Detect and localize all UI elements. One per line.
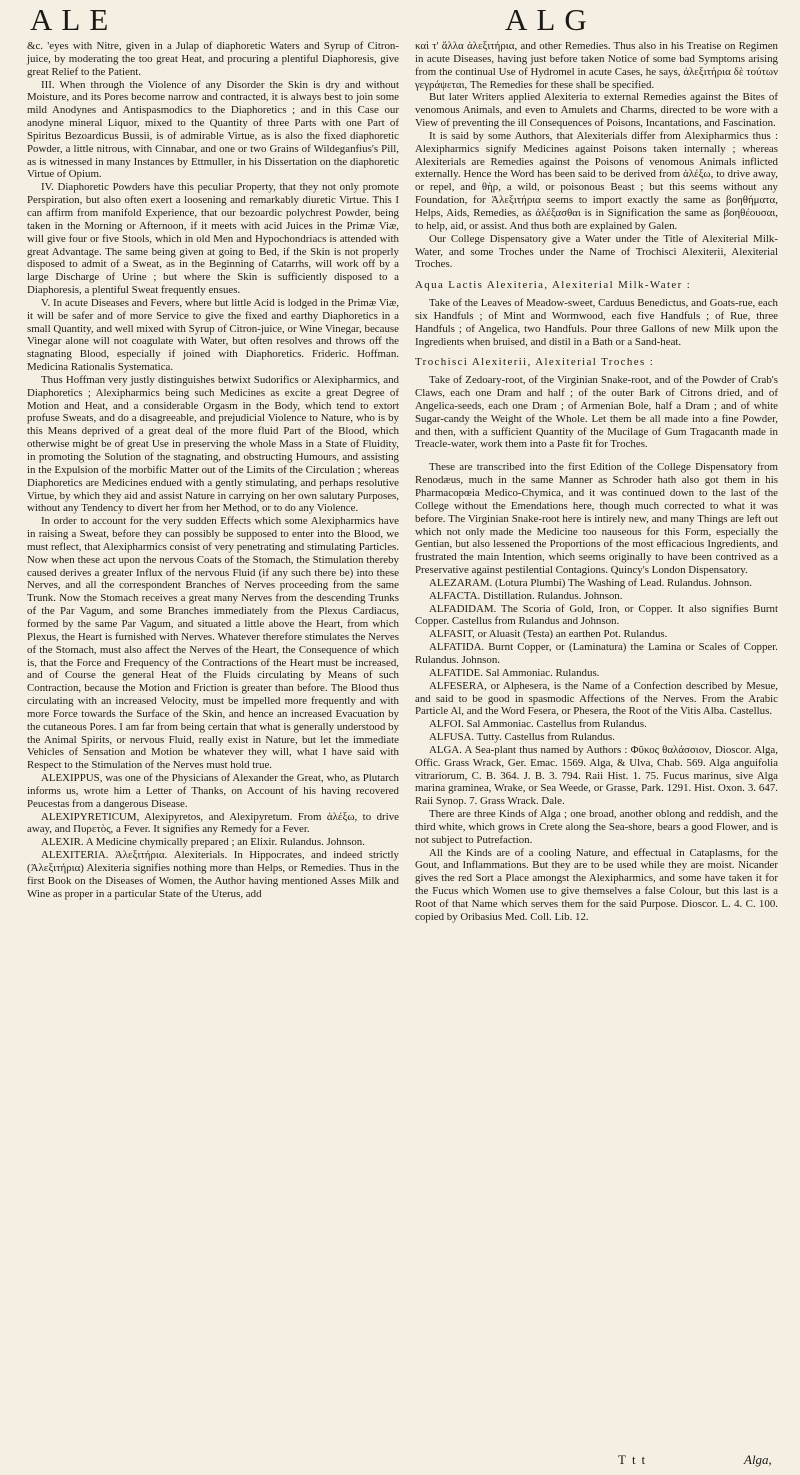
entry-alexir: ALEXIR. A Medicine chymically prepared ; an Elixir. Rulandus. Johnson.: [41, 836, 365, 849]
paragraph: III. When through the Violence of any Disorder the Skin is dry and without Moisture, and its Pores become narrow and contracted, it is always best to join some mild Anodynes and Antispasmodics to the Diaphoretics ; and in this Case our anodyne mineral Liquor, mixed to the Quantity of three Parts with one Part of Spiritus Bezoardicus Bussii, is of admirable Virtue, as is also the fixed diaphoretic Powder, a little nitrous, with Cinnabar, and one or two Grains of Wildeganfius's Pill, as is witnessed in many Instances by Ettmuller, in his Dissertation on the diaphoretic Virtue of Opium.: [27, 78, 399, 181]
entry-alfadidam: ALFADIDAM. The Scoria of Gold, Iron, or Copper. It also signifies Burnt Copper. Castellus from Rulandus and Johnson.: [415, 602, 778, 628]
paragraph: In order to account for the very sudden Effects which some Alexipharmics have in raising a Sweat, before they can possibly be supposed to enter into the Blood, we must reflect, that Alexipharmics consist of very penetrating and stimulating Particles. Now when these act upon the nervous Coats of the Stomach, the Stimulation thereby caused derives a greater Influx of the nervous Fluid (if any such there be) into these Nerves, and all the correspondent Branches of Nerves proceeding from the same Trunk. Now the Stomach receives a great many Nerves from the descending Trunks of the Par Vagum, and some Branches immediately from the Plexus Cardiacus, formed by the same Par Vagum, and situated a little above the Heart, from which Plexus, the Heart is furnished with Nerves. Whatever therefore stimulates the Nerves of the Stomach, must also affect the Nerves of the Heart, the Consequence of which is, that the Force and Frequency of the Contractions of the Heart must be increased, and of Course the general Heat of the Fluids circulating by Means of such Contraction, because the Motion and Friction is greater than before. The Blood thus circulating with an increased Velocity, must be impelled more frequently and with more Force towards the Surface of the Skin, and hence an increased Evacuation by the cutaneous Pores. I am far from being certain that what is generally understood by the Animal Spirits, or nervous Fluid, really exist in Nature, but let the immediate Vehicles of Sensation and Motion be whatever they will, what I have said with Respect to the Stimulation of the Nerves must hold true.: [27, 515, 399, 772]
entry-alga: ALGA. A Sea-plant thus named by Authors : Φῦκος θαλάσσιον, Dioscor. Alga, Offic. Grass Wrack, Ger. Emac. 1569. Alga, & Ulva, Chab. 569. Alga anguifolia vitrariorum, C. B. 364. J. B. 3. 794. Raii Hist. 1. 75. Fucus marinus, sive Alga marina graminea, Wrake, or Sea Weede, or Grasse, Park. 1291. Hist. Oxon. 3. 647. Raii Synop. 7. Grass Wrack. Dale.: [415, 743, 778, 808]
running-head-left: ALE: [30, 2, 118, 37]
paragraph: IV. Diaphoretic Powders have this peculiar Property, that they not only promote Perspiration, but also often exert a loosening and remarkably diuretic Virtue. This I can affirm from manifold Experience, that our bezoardic polychrest Powder, being taken in the Morning or Afternoon, if it meets with acid Juices in the Primæ Viæ, will give four or five Stools, which in old Men and Hypochondriacs is attended with great Advantage. The same being given at going to Bed, if the Skin is not properly disposed to admit of a Sweat, as in the Beginning of Catarrhs, will work off by a large Discharge of Urine ; but where the Skin is sufficiently disposed to a Diaphoresis, a plentiful Sweat frequently ensues.: [27, 181, 399, 297]
paragraph: All the Kinds are of a cooling Nature, and effectual in Cataplasms, for the Gout, and Inflammations. But they are to be used while they are moist. Nicander gives the red Sort a Place amongst the Alexipharmics, and some have taken it for the Fucus which Women use to give themselves a false Colour, but this last is a Root of that Name which serves them for the said Purpose. Dioscor. L. 4. C. 100. copied by Oribasius Med. Coll. Lib. 12.: [415, 846, 778, 923]
signature-mark: Ttt: [618, 1452, 652, 1467]
entry-alexipyreticum: ALEXIPYRETICUM, Alexipyretos, and Alexipyretum. From ἀλέξω, to drive away, and Πυρετὸς, a Fever. It signifies any Remedy for a Fever.: [27, 810, 399, 836]
paragraph: It is said by some Authors, that Alexiterials differ from Alexipharmics thus : Alexipharmics signify Medicines against Poisons taken internally ; whereas Alexiterials are Remedies against the Poisons of venomous Animals inflicted externally. Hence the Word has been said to be derived from ἀλέξω, to drive away, or repel, and θὴρ, a wild, or poisonous Beast ; but this seems without any Foundation, for Ἀλεξιτήρια seems to import exactly the same as βοηθήματα, Helps, Aids, Remedies, as ἀλέξασθαι is in Signification the same as βοηθέουσαι, to help, aid, or assist. And thus both are explained by Galen.: [415, 129, 778, 232]
right-column: [415, 40, 778, 924]
entry-alfusa: ALFUSA. Tutty. Castellus from Rulandus.: [429, 731, 615, 744]
paragraph: Thus Hoffman very justly distinguishes betwixt Sudorifics or Alexipharmics, and Diaphoretics ; Alexipharmics being such Medicines as excite a great Degree of Motion and Heat, and a considerable Orgasm in the Body, which tend to extort profuse Sweats, and do a disagreeable, and prejudicial Violence to Nature, who is by this Means deprived of a great deal of the more fluid Part of the Blood, which otherwise might be of great Use in preserving the whole Mass in a State of Fluidity, in promoting the Solution of the stagnating, and obstructing Humours, and assisting in the Expulsion of the morbific Matter out of the Limits of the Circulation ; whereas Diaphoretics are Medicines endued with a gently stimulating, and perhaps resolutive Virtue, by which they aid and assist Nature in carrying on her own salutary Purposes, without any Tendency to divert her from her Method, or to do any Violence.: [27, 373, 399, 515]
page-footer: [0, 1452, 800, 1472]
running-head-right: ALG: [505, 2, 596, 37]
recipe-heading-troches: Trochisci Alexiterii, Alexiterial Troches :: [415, 356, 655, 369]
entry-alexippus: ALEXIPPUS, was one of the Physicians of Alexander the Great, who, as Plutarch informs us, wrote him a Letter of Thanks, on Account of his having recovered Peucestas from a dangerous Disease.: [27, 772, 399, 810]
entry-alezaram: ALEZARAM. (Lotura Plumbi) The Washing of Lead. Rulandus. Johnson.: [429, 576, 752, 589]
entry-alfasit: ALFASIT, or Aluasit (Testa) an earthen Pot. Rulandus.: [429, 628, 668, 641]
paragraph: καὶ τ' ἄλλα ἀλεξιτήρια, and other Remedies. Thus also in his Treatise on Regimen in acute Diseases, having just before taken Notice of some bad Symptoms arising from the continual Use of Hydromel in acute Cases, he says, ἀλεξιτήρια δὲ τούτων γεγράψεται, The Remedies for these shall be specified.: [415, 40, 778, 91]
entry-alfatida: ALFATIDA. Burnt Copper, or (Laminatura) the Lamina or Scales of Copper. Rulandus. Johnson.: [415, 641, 778, 666]
recipe-milk-water: Take of the Leaves of Meadow-sweet, Carduus Benedictus, and Goats-rue, each six Handfuls ; of Mint and Wormwood, each five Handfuls ; of Rue, three Handfuls ; of Angelica, two Handfuls. Pour three Gallons of new Milk upon the Ingredients when bruised, and distil in a Bath or a Sand-heat.: [415, 297, 778, 348]
paragraph: V. In acute Diseases and Fevers, where but little Acid is lodged in the Primæ Viæ, it will be safer and of more Service to give the fixed and earthy Diaphoretics in a small Quantity, and well mixed with Syrup of Citron-juice, or Wine Vinegar, because Vinegar alone will not coagulate with Water, but often resolves and throws off the stagnating Blood, especially if joined with Diaphoretics. Frideric. Hoffman. Medicina Rationalis Systematica.: [27, 296, 399, 374]
recipe-troches: Take of Zedoary-root, of the Virginian Snake-root, and of the Powder of Crab's Claws, each one Dram and half ; of the outer Bark of Citrons dried, and of Angelica-seeds, each one Dram ; of Armenian Bole, half a Dram ; and of white Sugar-candy the Weight of the Whole. Let them be all made into a fine Powder, and then, with a sufficient Quantity of the Mucilage of Gum Tragacanth made in Treacle-water, work them into a Paste fit for Troches.: [415, 374, 778, 451]
catchword: Alga,: [744, 1452, 772, 1467]
entry-alfacta: ALFACTA. Distillation. Rulandus. Johnson.: [429, 589, 623, 602]
recipe-heading-milk-water: Aqua Lactis Alexiteria, Alexiterial Milk-Water :: [415, 279, 692, 292]
entry-alfesera: ALFESERA, or Alphesera, is the Name of a Confection described by Mesue, and said to be good in spasmodic Affections of the Nerves. From the Arabic Particle Al, and the Word Fesera, or Phesera, the Root of the Vitis Alba. Castellus.: [415, 679, 778, 718]
paragraph: &c. 'eyes with Nitre, given in a Julap of diaphoretic Waters and Syrup of Citron-juice, by moderating the too great Heat, and procuring a plentiful Diaphoresis, give great Relief to the Patient.: [27, 40, 399, 78]
paragraph: Our College Dispensatory give a Water under the Title of Alexiterial Milk-Water, and some Troches under the Name of Trochisci Alexiterii, Alexiterial Troches.: [415, 232, 778, 271]
left-column: [27, 40, 399, 901]
paragraph: There are three Kinds of Alga ; one broad, another oblong and reddish, and the third white, which grows in Crete along the Sea-shore, bears a good Flower, and is not subject to Putrefaction.: [415, 808, 778, 846]
entry-alexiteria: ALEXITERIA. Ἀλεξιτήρια. Alexiterials. In Hippocrates, and indeed strictly (Ἀλεξιτήρια) Alexiteria signifies nothing more than Helps, or Remedies. Thus in the first Book on the Diseases of Women, the Author having mentioned Asses Milk and Wine as proper in a particular State of the Uterus, add: [27, 849, 399, 900]
entry-alfatide: ALFATIDE. Sal Ammoniac. Rulandus.: [429, 666, 600, 679]
paragraph: These are transcribed into the first Edition of the College Dispensatory from Renodæus, much in the same Manner as Schroder hath also got them in his Pharmacopœia Medico-Chymica, and it was continued down to the last of the College without the Emendations here, though much corrected to what it was before. The Virginian Snake-root here is intirely new, and many Things are left out which not only made the Medicine too nauseous for this Form, especially the Gentian, but also lessened the Proportions of the most efficacious Ingredients, and frustrated the main Intention, which seems originally to have been contrived as a Preservative against pestilential Contagions. Quincy's London Dispensatory.: [415, 461, 778, 577]
entry-alfoi: ALFOI. Sal Ammoniac. Castellus from Rulandus.: [429, 718, 647, 731]
paragraph: But later Writers applied Alexiteria to external Remedies against the Bites of venomous Animals, and even to Amulets and Charms, directed to be wore with a View of preventing the ill Consequences of Poisons, Incantations, and Fascination.: [415, 91, 778, 130]
